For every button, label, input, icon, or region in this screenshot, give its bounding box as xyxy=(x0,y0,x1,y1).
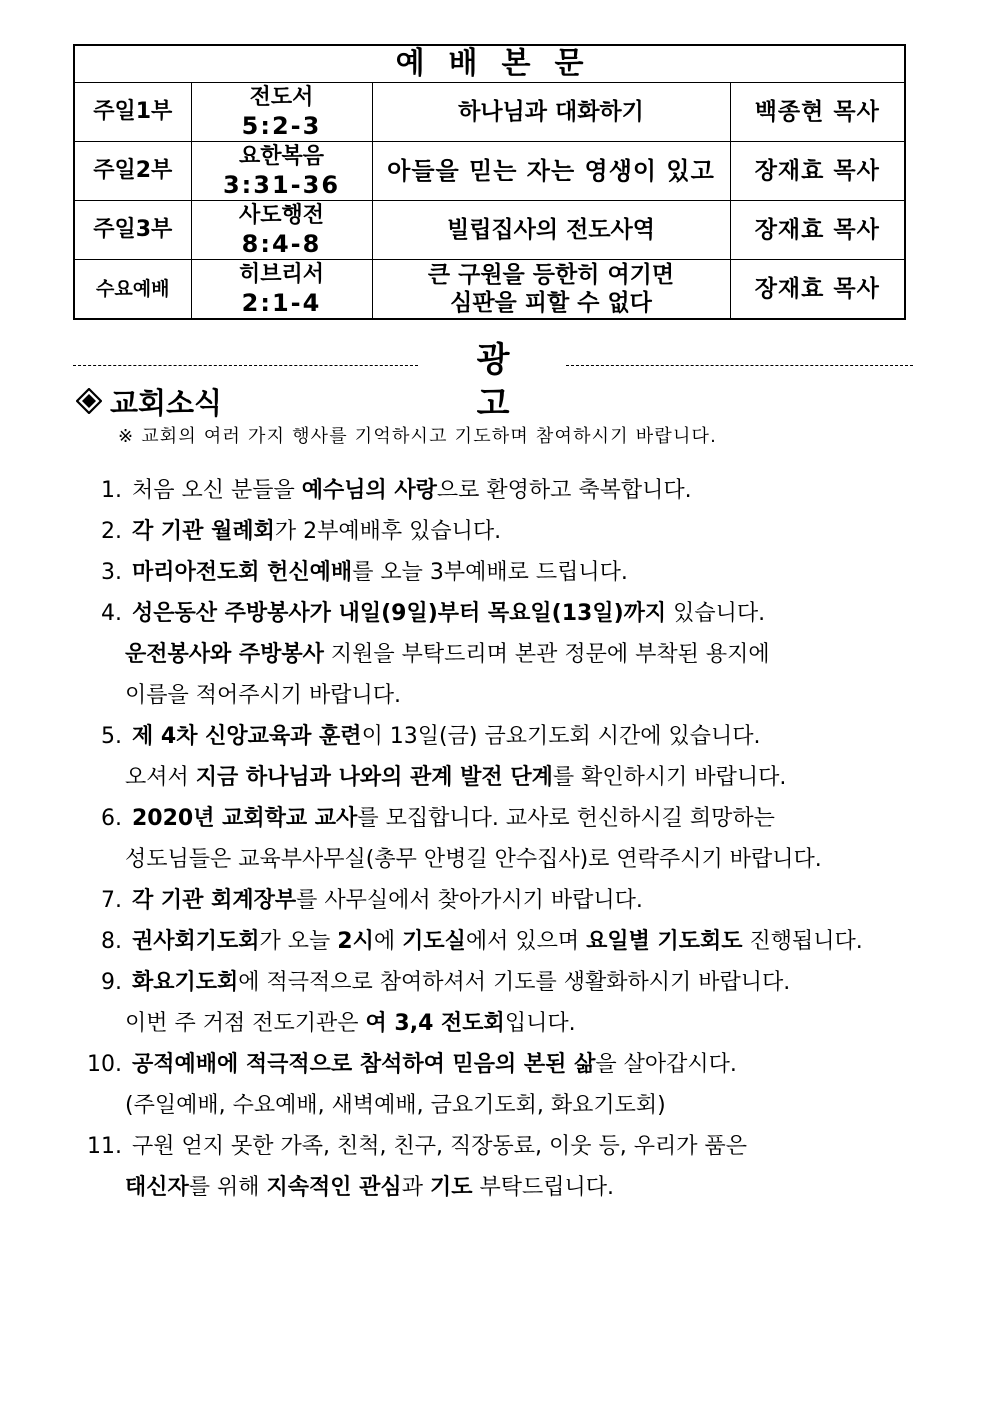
sermon-title-line: 하나님과 대화하기 xyxy=(458,99,644,125)
announcement-list xyxy=(70,470,930,1208)
scripture-book: 요한복음 xyxy=(238,144,324,169)
item-number: 1. xyxy=(101,478,122,503)
item-continuation xyxy=(70,1167,930,1208)
sermon-title xyxy=(372,260,730,320)
item-number: 7. xyxy=(101,888,122,913)
pastor-name: 장재효 목사 xyxy=(730,201,905,260)
item-line xyxy=(70,880,930,921)
table-row xyxy=(74,201,905,260)
item-number: 11. xyxy=(87,1134,122,1159)
scripture-ref: 5:2-3 xyxy=(241,112,322,140)
emphasized-text: 지금 하나님과 나와의 관계 발전 단계 xyxy=(195,765,553,790)
table-row xyxy=(74,142,905,201)
scripture-book: 히브리서 xyxy=(238,262,324,287)
sermon-title xyxy=(372,201,730,260)
item-text: 가 2부예배후 있습니다. xyxy=(274,519,502,544)
sermon-title-line: 아들을 믿는 자는 영생이 있고 xyxy=(387,157,715,185)
item-number: 9. xyxy=(101,970,122,995)
item-text: 를 오늘 3부예배로 드립니다. xyxy=(352,560,628,585)
table-row xyxy=(74,83,905,142)
sermon-title-line: 심판을 피할 수 없다 xyxy=(450,290,652,316)
item-text: 를 사무실에서 찾아가시기 바랍니다. xyxy=(296,888,643,913)
list-item xyxy=(70,552,930,593)
dashed-divider xyxy=(73,365,418,366)
church-news-title: 교회소식 xyxy=(110,385,223,420)
emphasized-text: 지속적인 관심 xyxy=(266,1175,402,1200)
item-text: 있습니다. xyxy=(666,601,766,626)
item-line xyxy=(70,1126,930,1167)
sermon-title-line: 빌립집사의 전도사역 xyxy=(447,217,655,243)
worship-scripture-table xyxy=(73,44,906,320)
list-item xyxy=(70,798,930,880)
item-number: 10. xyxy=(87,1052,122,1077)
item-continuation xyxy=(70,1003,930,1044)
sermon-title xyxy=(372,142,730,201)
item-text: 부탁드립니다. xyxy=(472,1175,614,1200)
list-item xyxy=(70,1044,930,1126)
item-line xyxy=(70,921,930,962)
item-continuation xyxy=(70,675,930,716)
item-text: 에 xyxy=(373,929,403,954)
item-line xyxy=(70,798,930,839)
emphasized-text: 각 기관 회계장부 xyxy=(132,888,297,913)
church-news-note: ※ 교회의 여러 가지 행사를 기억하시고 기도하며 참여하시기 바랍니다. xyxy=(118,426,718,447)
item-text: 를 모집합니다. 교사로 헌신하시길 희망하는 xyxy=(357,806,775,831)
item-text: 지원을 부탁드리며 본관 정문에 부착된 용지에 xyxy=(323,642,770,667)
item-number: 8. xyxy=(101,929,122,954)
item-text: 을 살아갑시다. xyxy=(595,1052,737,1077)
list-item xyxy=(70,470,930,511)
item-text: 에 적극적으로 참여하셔서 기도를 생활화하시기 바랍니다. xyxy=(238,970,791,995)
item-text: 이 13일(금) 금요기도회 시간에 있습니다. xyxy=(361,724,761,749)
scripture-cell xyxy=(191,260,372,320)
announcement-title: 광고 xyxy=(476,340,550,424)
service-name: 주일2부 xyxy=(74,142,191,201)
scripture-cell xyxy=(191,142,372,201)
diamond-bullet-icon xyxy=(76,388,102,414)
emphasized-text: 태신자 xyxy=(125,1175,189,1200)
scripture-book: 사도행전 xyxy=(238,203,324,228)
item-text: 으로 환영하고 축복합니다. xyxy=(436,478,692,503)
scripture-cell xyxy=(191,83,372,142)
worship-table-header: 예배본문 xyxy=(74,45,905,83)
sermon-title-line: 큰 구원을 등한히 여기면 xyxy=(427,262,675,288)
dashed-divider xyxy=(566,365,913,366)
item-text: 를 위해 xyxy=(188,1175,267,1200)
item-number: 4. xyxy=(101,601,122,626)
pastor-name: 백종현 목사 xyxy=(730,83,905,142)
item-text: 오셔서 xyxy=(125,765,196,790)
emphasized-text: 제 4차 신앙교육과 훈련 xyxy=(132,724,362,749)
item-continuation xyxy=(70,757,930,798)
sermon-title xyxy=(372,83,730,142)
item-text: 구원 얻지 못한 가족, 친척, 친구, 직장동료, 이웃 등, 우리가 품은 xyxy=(132,1134,747,1159)
item-number: 2. xyxy=(101,519,122,544)
list-item xyxy=(70,1126,930,1208)
item-line xyxy=(70,962,930,1003)
service-name: 주일3부 xyxy=(74,201,191,260)
emphasized-text: 2020년 교회학교 교사 xyxy=(132,806,358,831)
item-text: 처음 오신 분들을 xyxy=(132,478,302,503)
emphasized-text: 기도실 xyxy=(402,929,466,954)
emphasized-text: 각 기관 월례회 xyxy=(132,519,275,544)
item-text: 를 확인하시기 바랍니다. xyxy=(552,765,787,790)
item-continuation xyxy=(70,839,930,880)
emphasized-text: 화요기도회 xyxy=(132,970,239,995)
list-item xyxy=(70,716,930,798)
item-text: 진행됩니다. xyxy=(742,929,863,954)
list-item xyxy=(70,921,930,962)
item-number: 3. xyxy=(101,560,122,585)
item-text: (주일예배, 수요예배, 새벽예배, 금요기도회, 화요기도회) xyxy=(125,1093,666,1118)
item-continuation xyxy=(70,634,930,675)
item-line xyxy=(70,593,930,634)
item-line xyxy=(70,1044,930,1085)
item-number: 6. xyxy=(101,806,122,831)
emphasized-text: 마리아전도회 헌신예배 xyxy=(132,560,353,585)
item-line xyxy=(70,716,930,757)
scripture-ref: 2:1-4 xyxy=(241,289,322,317)
item-text: 성도님들은 교육부사무실(총무 안병길 안수집사)로 연락주시기 바랍니다. xyxy=(125,847,822,872)
emphasized-text: 2시 xyxy=(337,929,374,954)
scripture-book: 전도서 xyxy=(249,85,314,110)
list-item xyxy=(70,880,930,921)
scripture-ref: 8:4-8 xyxy=(241,230,322,258)
item-line xyxy=(70,511,930,552)
item-continuation xyxy=(70,1085,930,1126)
service-name: 수요예배 xyxy=(74,260,191,320)
list-item xyxy=(70,593,930,716)
church-news-heading xyxy=(76,381,222,421)
item-text: 이번 주 거점 전도기관은 xyxy=(125,1011,366,1036)
emphasized-text: 성은동산 주방봉사가 내일(9일)부터 목요일(13일)까지 xyxy=(132,601,667,626)
item-line xyxy=(70,470,930,511)
scripture-cell xyxy=(191,201,372,260)
service-name: 주일1부 xyxy=(74,83,191,142)
item-text: 이름을 적어주시기 바랍니다. xyxy=(125,683,402,708)
emphasized-text: 여 3,4 전도회 xyxy=(365,1011,505,1036)
emphasized-text: 권사회기도회 xyxy=(132,929,260,954)
list-item xyxy=(70,962,930,1044)
emphasized-text: 공적예배에 적극적으로 참석하여 믿음의 본된 삶 xyxy=(132,1052,596,1077)
emphasized-text: 요일별 기도회도 xyxy=(586,929,743,954)
pastor-name: 장재효 목사 xyxy=(730,142,905,201)
item-number: 5. xyxy=(101,724,122,749)
item-text: 입니다. xyxy=(504,1011,576,1036)
pastor-name: 장재효 목사 xyxy=(730,260,905,320)
emphasized-text: 예수님의 사랑 xyxy=(301,478,437,503)
emphasized-text: 기도 xyxy=(429,1175,473,1200)
table-row xyxy=(74,260,905,320)
item-line xyxy=(70,552,930,593)
list-item xyxy=(70,511,930,552)
emphasized-text: 운전봉사와 주방봉사 xyxy=(125,642,324,667)
item-text: 에서 있으며 xyxy=(465,929,587,954)
scripture-ref: 3:31-36 xyxy=(222,171,341,199)
item-text: 과 xyxy=(401,1175,430,1200)
item-text: 가 오늘 xyxy=(259,929,338,954)
